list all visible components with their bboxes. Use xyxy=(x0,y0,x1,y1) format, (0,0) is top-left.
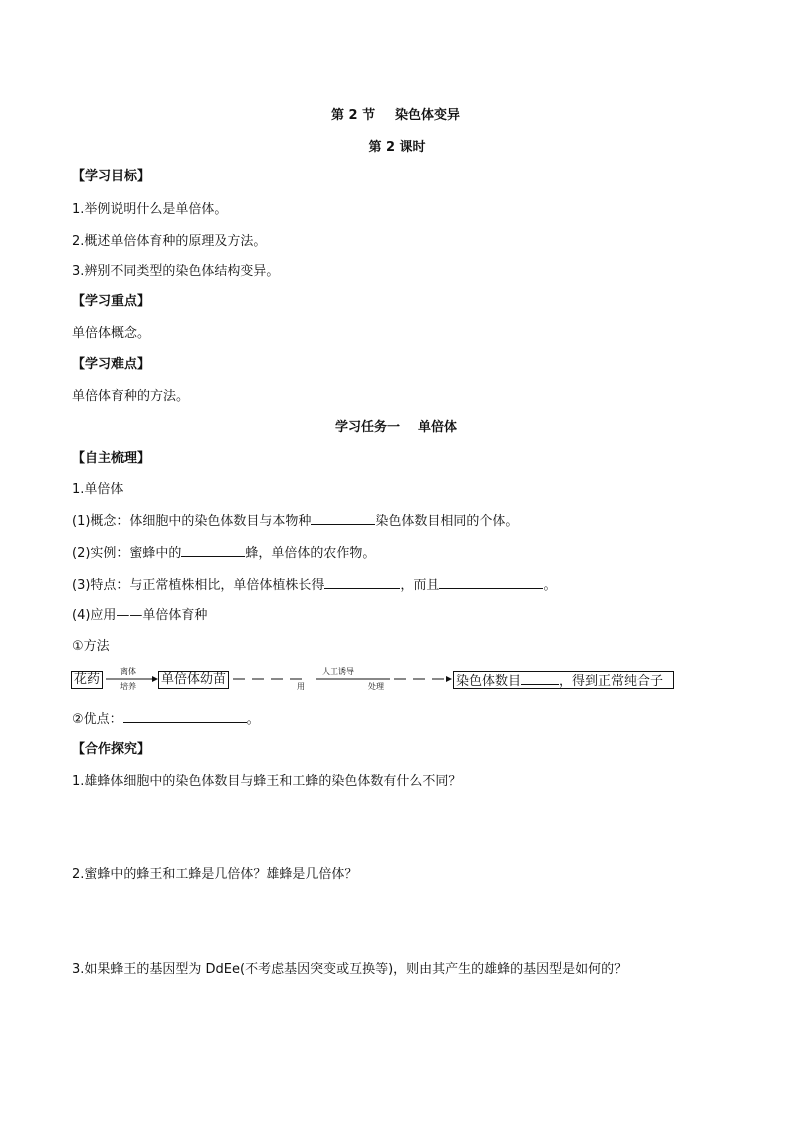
difficulty-text: 单倍体育种的方法。 xyxy=(72,389,190,404)
flow-use-label: 用 xyxy=(297,682,305,691)
method-label: ①方法 xyxy=(72,639,110,654)
goal-item-2: 2.概述单倍体育种的原理及方法。 xyxy=(72,234,267,249)
question-1: 1.雄蜂体细胞中的染色体数目与蜂王和工蜂的染色体数有什么不同？ xyxy=(72,774,462,789)
flow-box2-suffix: ，得到正常纯合子 xyxy=(559,674,664,689)
cooperation-heading: 【合作探究】 xyxy=(72,742,151,757)
haploid-item-title: 1.单倍体 xyxy=(72,482,124,497)
difficulty-heading: 【学习难点】 xyxy=(72,357,151,372)
feature-text-middle: ，而且 xyxy=(400,578,440,593)
flow-box-haploid-seedling: 单倍体幼苗 xyxy=(158,671,229,689)
application-line: (4)应用——单倍体育种 xyxy=(72,608,208,623)
flow-start-anther: 花药 xyxy=(71,671,103,689)
goal-item-3: 3.辨别不同类型的染色体结构变异。 xyxy=(72,264,280,279)
flow-box2-blank[interactable] xyxy=(521,672,559,685)
example-text-before: (2)实例：蜜蜂中的 xyxy=(72,546,182,561)
lesson-label: 第 2 课时 xyxy=(368,140,426,155)
concept-text-before: (1)概念：体细胞中的染色体数目与本物种 xyxy=(72,514,312,529)
goals-heading: 【学习目标】 xyxy=(72,169,151,184)
question-3: 3.如果蜂王的基因型为 DdEe(不考虑基因突变或互换等)，则由其产生的雄蜂的基因型是如何的？ xyxy=(72,962,628,977)
task-title-b: 单倍体 xyxy=(418,420,458,435)
task-title-a: 学习任务一 xyxy=(335,420,401,435)
flow-box-chromosome xyxy=(453,671,674,689)
flow-step1-bottom: 培养 xyxy=(120,682,136,691)
goal-item-1: 1.举例说明什么是单倍体。 xyxy=(72,202,228,217)
flow-induce-bottom: 处理 xyxy=(368,682,384,691)
key-points-text: 单倍体概念。 xyxy=(72,326,151,341)
section-number: 第 2 节 xyxy=(331,108,376,123)
feature-text-after: 。 xyxy=(543,578,557,593)
flow-step1-top: 离体 xyxy=(120,667,136,676)
advantage-text-before: ②优点： xyxy=(72,712,123,727)
example-text-after: 蜂，单倍体的农作物。 xyxy=(245,546,376,561)
advantage-text-after: 。 xyxy=(246,712,260,727)
self-study-heading: 【自主梳理】 xyxy=(72,451,151,466)
advantage-blank[interactable] xyxy=(123,709,247,723)
advantage-line xyxy=(72,708,260,727)
flow-induce-top: 人工诱导 xyxy=(322,667,354,676)
feature-text-before: (3)特点：与正常植株相比，单倍体植株长得 xyxy=(72,578,325,593)
arrow-induce-head xyxy=(446,676,452,682)
key-points-heading: 【学习重点】 xyxy=(72,294,151,309)
section-title: 染色体变异 xyxy=(395,108,461,123)
flow-box2-prefix: 染色体数目 xyxy=(456,674,522,689)
question-2: 2.蜜蜂中的蜂王和工蜂是几倍体？雄蜂是几倍体？ xyxy=(72,867,358,882)
concept-text-after: 染色体数目相同的个体。 xyxy=(375,514,519,529)
